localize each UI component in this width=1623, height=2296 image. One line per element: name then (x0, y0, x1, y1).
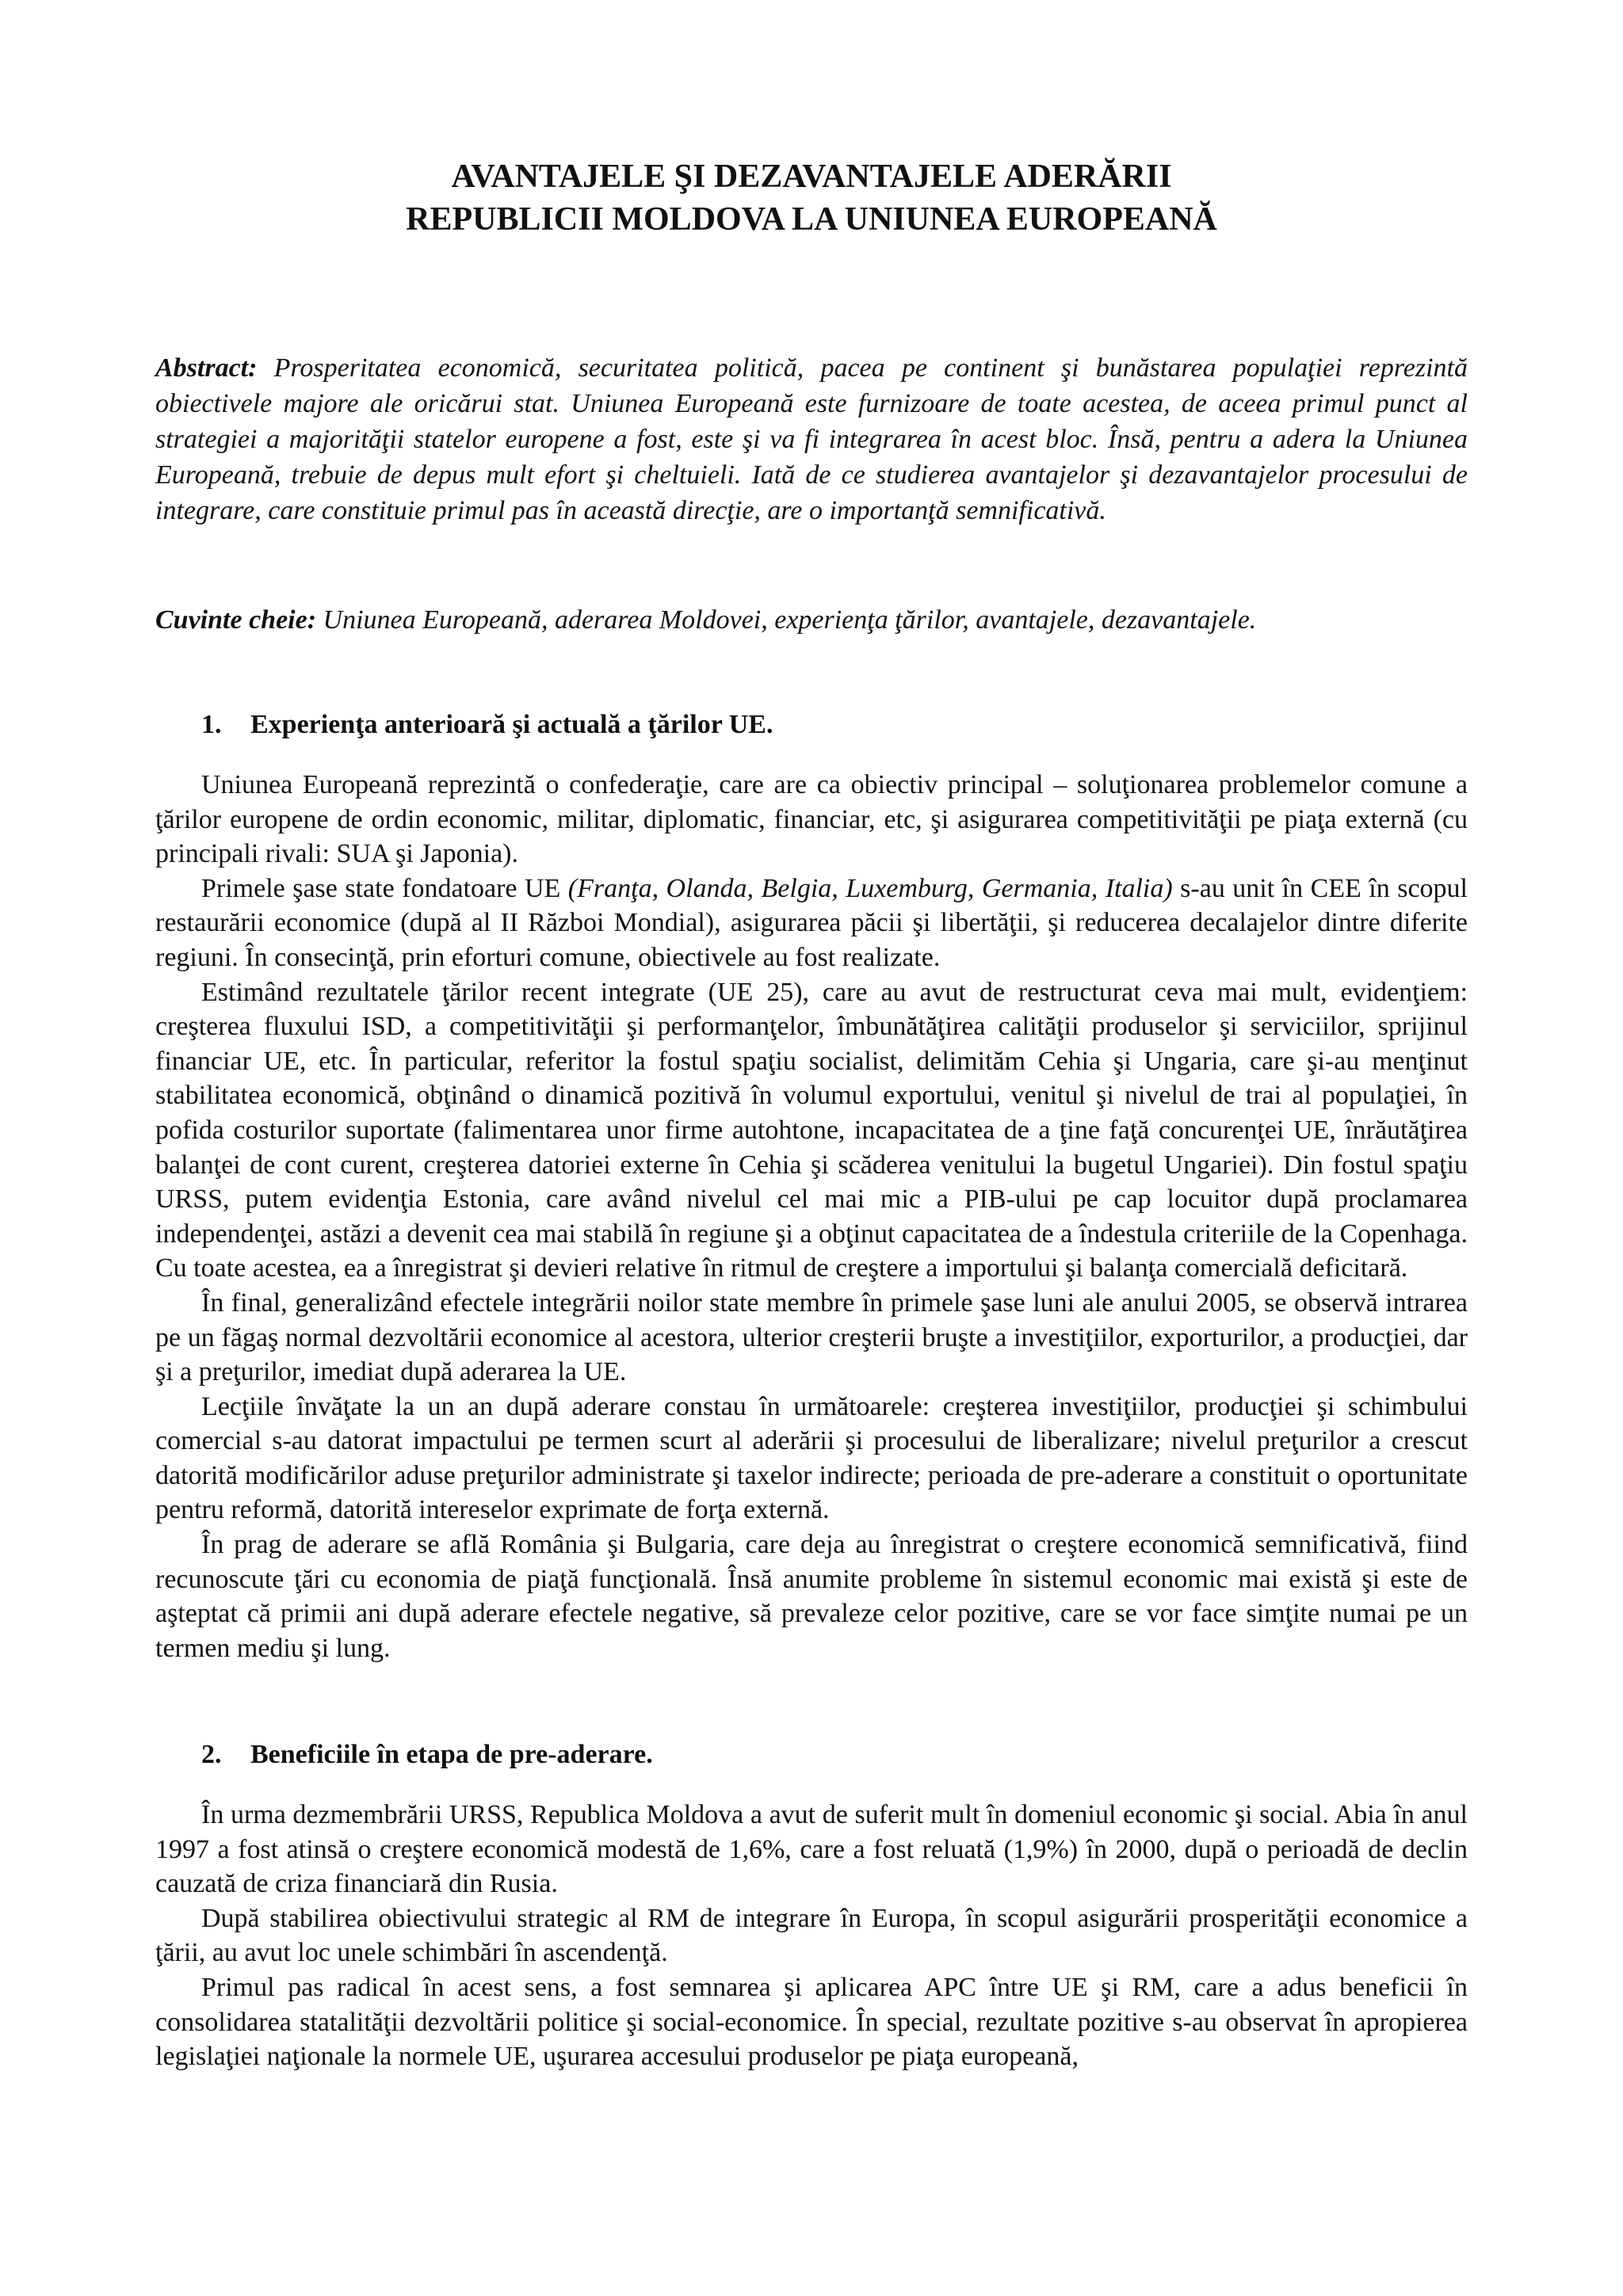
section-1-paragraph-2 (155, 871, 1468, 975)
section-1-paragraph-3: Estimând rezultatele ţărilor recent integrate (UE 25), care au avut de restructurat ceva mai mult, evidenţiem: creşterea fluxului ISD, a competitivităţii şi performanţelor, îmbunătăţirea calităţii produselor şi serviciilor, sprijinul financiar UE, etc. În particular, referitor la fostul spaţiu socialist, delimităm Cehia şi Ungaria, care şi-au menţinut stabilitatea economică, obţinând o dinamică pozitivă în volumul exportului, venitul şi nivelul de trai al populaţiei, în pofida costurilor suportate (falimentarea unor firme autohtone, incapacitatea de a ţine faţă concurenţei UE, înrăutăţirea balanţei de cont curent, creşterea datoriei externe în Cehia şi scăderea venitului la bugetul Ungariei). Din fostul spaţiu URSS, putem evidenţia Estonia, care având nivelul cel mai mic a PIB-ului pe cap locuitor după proclamarea independenţei, astăzi a devenit cea mai stabilă în regiune şi a obţinut capacitatea de a îndestula criteriile de la Copenhaga. Cu toate acestea, ea a înregistrat şi devieri relative în ritmul de creştere a importului şi balanţa comercială deficitară. (155, 977, 1468, 1283)
section-2-paragraph-2: După stabilirea obiectivului strategic al RM de integrare în Europa, în scopul asigurării prosperităţii economice a ţării, au avut loc unele schimbări în ascendenţă. (155, 1903, 1468, 1968)
keywords (155, 602, 1468, 638)
section-1-paragraph-1: Uniunea Europeană reprezintă o confederaţie, care are ca obiectiv principal – soluţionarea problemelor comune a ţărilor europene de ordin economic, militar, diplomatic, financiar, etc, şi asigurarea competitivităţii pe piaţa externă (cu principali rivali: SUA şi Japonia). (155, 770, 1468, 869)
abstract (155, 350, 1468, 528)
section-1-heading (155, 707, 1468, 742)
section-1-title: Experienţa anterioară şi actuală a ţărilor UE. (250, 710, 773, 739)
section-1-paragraph-2-end: s-au unit în CEE în scopul restaurării economice (după al II Război Mondial), asigurarea păcii şi libertăţii, şi reducerea decalajelor dintre diferite regiuni. În consecinţă, prin eforturi comune, obiectivele au fost realizate. (155, 873, 1468, 972)
abstract-text: Prosperitatea economică, securitatea politică, pacea pe continent şi bunăstarea populaţiei reprezintă obiectivele majore ale oricărui stat. Uniunea Europeană este furnizoare de toate acestea, de aceea primul punct al strategiei a majorităţii statelor europene a fost, este şi va fi integrarea în acest bloc. Însă, pentru a adera la Uniunea Europeană, trebuie de depus mult efort şi cheltuieli. Iată de ce studierea avantajelor şi dezavantajelor procesului de integrare, care constituie primul pas în această direcţie, are o importanţă semnificativă. (155, 353, 1468, 525)
section-1-paragraph-2-start: Primele şase state fondatoare UE (201, 873, 568, 903)
section-2-heading (155, 1737, 1468, 1772)
section-2-title: Beneficiile în etapa de pre-aderare. (250, 1740, 653, 1769)
founding-states-list: (Franţa, Olanda, Belgia, Luxemburg, Germania, Italia) (567, 873, 1173, 903)
section-2-paragraph-3: Primul pas radical în acest sens, a fost semnarea şi aplicarea APC între UE şi RM, care a adus beneficii în consolidarea statalităţii dezvoltării politice şi social-economice. În special, rezultate pozitive s-au observat în apropierea legislaţiei naţionale la normele UE, uşurarea accesului produselor pe piaţa europeană, (155, 1972, 1468, 2072)
section-1-paragraph-6: În prag de aderare se află România şi Bulgaria, care deja au înregistrat o creştere economică semnificativă, fiind recunoscute ţări cu economia de piaţă funcţională. Însă anumite probleme în sistemul economic mai există şi este de aşteptat că primii ani după aderare efectele negative, să prevaleze celor pozitive, care se vor face simţite numai pe un termen mediu şi lung. (155, 1530, 1468, 1663)
section-2-number: 2. (201, 1740, 222, 1769)
abstract-label: Abstract: (155, 353, 258, 383)
keywords-label: Cuvinte cheie: (155, 605, 317, 635)
section-1-paragraph-5: Lecţiile învăţate la un an după aderare constau în următoarele: creşterea investiţiilor, producţiei şi schimbului comercial s-au datorat impactului pe termen scurt al aderării şi procesului de liberalizare; nivelul preţurilor a crescut datorită modificărilor aduse preţurilor administrate şi taxelor indirecte; perioada de pre-aderare a constituit o oportunitate pentru reformă, datorită intereselor exprimate de forţa externă. (155, 1391, 1468, 1525)
section-1 (155, 707, 1468, 1665)
document-title (155, 155, 1468, 241)
section-2-paragraph-1: În urma dezmembrării URSS, Republica Moldova a avut de suferit mult în domeniul economic şi social. Abia în anul 1997 a fost atinsă o creştere economică modestă de 1,6%, care a fost reluată (1,9%) în 2000, după o perioadă de declin cauzată de criza financiară din Rusia. (155, 1800, 1468, 1899)
section-2 (155, 1737, 1468, 2074)
keywords-text: Uniunea Europeană, aderarea Moldovei, experienţa ţărilor, avantajele, dezavantajele. (323, 605, 1257, 635)
section-1-paragraph-4: În final, generalizând efectele integrării noilor state membre în primele şase luni ale anului 2005, se observă intrarea pe un făgaş normal dezvoltării economice al acestora, ulterior creşterii bruşte a investiţiilor, exporturilor, a producţiei, dar şi a preţurilor, imediat după aderarea la UE. (155, 1287, 1468, 1387)
title-line-2: REPUBLICII MOLDOVA LA UNIUNEA EUROPEANĂ (406, 201, 1217, 238)
title-line-1: AVANTAJELE ŞI DEZAVANTAJELE ADERĂRII (451, 158, 1172, 195)
section-1-number: 1. (201, 710, 222, 739)
